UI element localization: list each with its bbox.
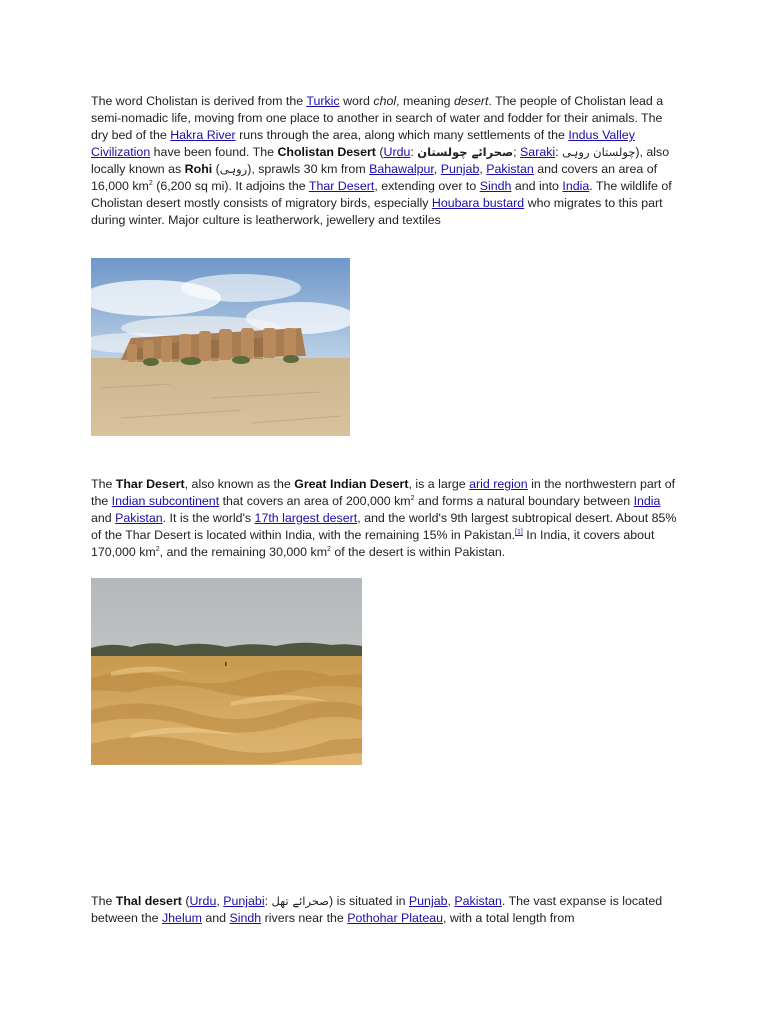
bold-thar-desert: Thar Desert <box>115 477 185 491</box>
text-run: in the northwestern part of the <box>91 477 676 508</box>
superscript: 2 <box>155 545 160 553</box>
text-run: , is a large <box>408 477 470 491</box>
link-pothohar-plateau[interactable]: Pothohar Plateau <box>347 911 444 925</box>
text-run: : <box>410 145 418 159</box>
link-urdu[interactable]: Urdu <box>383 145 411 159</box>
bold-great-indian-desert: Great Indian Desert <box>294 477 409 491</box>
text-run: , <box>216 894 224 908</box>
text-run: The <box>91 477 116 491</box>
link-indian-subcontinent[interactable]: Indian subcontinent <box>111 494 220 508</box>
text-run: , <box>479 162 487 176</box>
text-run: The word Cholistan is derived from the <box>91 94 307 108</box>
text-run: : <box>264 894 272 908</box>
thar-paragraph <box>91 476 681 561</box>
link-hakra-river[interactable]: Hakra River <box>170 128 236 142</box>
link-indus-valley-civilization[interactable]: Indus Valley Civilization <box>91 128 635 159</box>
dunes-illustration <box>91 578 362 765</box>
text-run: . The people of Cholistan lead a semi-nomadic life, moving from one place to another in search of water and fodder for their animals. The dry bed of the <box>91 94 664 142</box>
text-run: and forms a natural boundary between <box>414 494 634 508</box>
link-punjab[interactable]: Punjab <box>440 162 480 176</box>
thal-paragraph <box>91 893 681 927</box>
superscript: 2 <box>410 494 415 502</box>
link-saraki[interactable]: Saraki <box>520 145 556 159</box>
cholistan-paragraph <box>91 93 681 229</box>
bold-rohi: Rohi <box>184 162 213 176</box>
text-run: , with a total length from <box>443 911 575 925</box>
thal-name: صحرائے تھل <box>271 894 330 908</box>
link-bahawalpur[interactable]: Bahawalpur <box>369 162 434 176</box>
text-run: ( <box>212 162 220 176</box>
text-run: , <box>433 162 441 176</box>
saraki-name: چولستان روہی <box>562 145 636 159</box>
text-run: ), also locally known as <box>91 145 670 176</box>
urdu-name: صحرائے چولستان <box>417 145 514 159</box>
text-run: : <box>555 145 563 159</box>
text-run: , and the remaining 30,000 km <box>159 545 328 559</box>
bold-thal-desert: Thal desert <box>115 894 182 908</box>
link-houbara-bustard[interactable]: Houbara bustard <box>431 196 525 210</box>
text-run: (6,200 sq mi). It adjoins the <box>152 179 309 193</box>
link-thar-desert[interactable]: Thar Desert <box>308 179 375 193</box>
text-run: , <box>447 894 455 908</box>
link-jhelum[interactable]: Jhelum <box>161 911 202 925</box>
text-run: and <box>91 511 116 525</box>
link-turkic[interactable]: Turkic <box>306 94 340 108</box>
text-run: . It is the world's <box>162 511 255 525</box>
text-run: ) is situated in <box>329 894 409 908</box>
link-sindh[interactable]: Sindh <box>479 179 512 193</box>
text-run: . The vast expanse is located between the <box>91 894 663 925</box>
text-run: The <box>91 894 116 908</box>
text-run: ( <box>181 894 190 908</box>
text-run: and covers an area of 16,000 km <box>91 162 658 193</box>
link-arid-region[interactable]: arid region <box>469 477 528 491</box>
text-run: In India, it covers about 170,000 km <box>91 528 655 559</box>
link-punjab[interactable]: Punjab <box>408 894 448 908</box>
fort-illustration <box>91 258 350 436</box>
link-urdu[interactable]: Urdu <box>189 894 217 908</box>
text-run: have been found. The <box>150 145 278 159</box>
text-run: , also known as the <box>184 477 295 491</box>
link-17th-largest-desert[interactable]: 17th largest desert <box>254 511 358 525</box>
text-run: word <box>339 94 374 108</box>
text-run: that covers an area of 200,000 km <box>219 494 411 508</box>
bold-cholistan-desert: Cholistan Desert <box>277 145 376 159</box>
link-india[interactable]: India <box>562 179 590 193</box>
link-pakistan[interactable]: Pakistan <box>115 511 163 525</box>
superscript: 2 <box>327 545 331 553</box>
text-run: . The wildlife of Cholistan desert mostly consists of migratory birds, especially <box>91 179 672 210</box>
italic-desert: desert <box>453 94 489 108</box>
reference-link[interactable]: [1] <box>515 528 523 536</box>
dunes-photo <box>91 578 362 765</box>
link-sindh[interactable]: Sindh <box>229 911 262 925</box>
text-run: and <box>201 911 230 925</box>
italic-chol: chol <box>373 94 397 108</box>
text-run: who migrates to this part during winter. Major culture is leatherwork, jewellery and textiles <box>91 196 663 227</box>
fort-photo <box>91 258 350 436</box>
text-run: of the desert is within Pakistan. <box>330 545 506 559</box>
text-run: runs through the area, along which many settlements of the <box>235 128 569 142</box>
link-india[interactable]: India <box>633 494 661 508</box>
superscript: 2 <box>148 179 153 187</box>
link-punjabi[interactable]: Punjabi <box>223 894 265 908</box>
text-run: , meaning <box>396 94 454 108</box>
link-pakistan[interactable]: Pakistan <box>486 162 534 176</box>
text-run: ( <box>375 145 384 159</box>
rohi-name: روہی <box>219 162 248 176</box>
text-run: , and the world's 9th largest subtropical desert. About 85% of the Thar Desert is located within India, with the remaining 15% in Pakistan. <box>91 511 677 542</box>
text-run: ; <box>513 145 521 159</box>
text-run: rivers near the <box>261 911 348 925</box>
link-pakistan[interactable]: Pakistan <box>454 894 502 908</box>
text-run: ), sprawls 30 km from <box>247 162 370 176</box>
text-run: , extending over to <box>374 179 480 193</box>
text-run: and into <box>511 179 563 193</box>
